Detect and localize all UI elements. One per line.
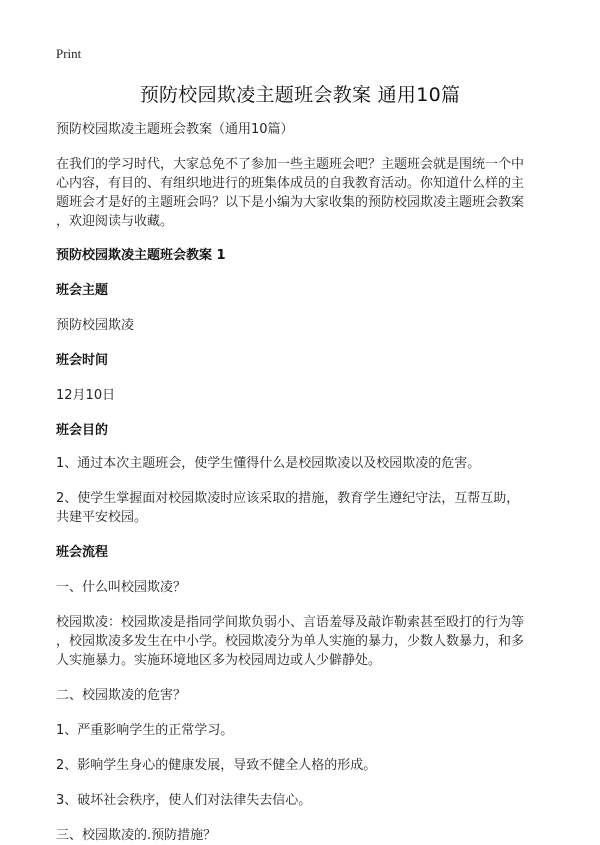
harm-item-3: 3、破坏社会秩序，使人们对法律失去信心。 bbox=[56, 793, 312, 808]
theme-value: 预防校园欺凌 bbox=[56, 318, 135, 333]
definition-line: ，校园欺凌多发生在中小学。校园欺凌分为单人实施的暴力，少数人数暴力，和多 bbox=[56, 634, 525, 649]
time-heading: 班会时间 bbox=[56, 353, 109, 368]
intro-line: 在我们的学习时代，大家总免不了参加一些主题班会吧？主题班会就是围统一个中 bbox=[56, 157, 525, 172]
definition-paragraph bbox=[56, 613, 551, 670]
goal-item-2 bbox=[56, 489, 551, 527]
print-link[interactable]: Print bbox=[56, 46, 82, 61]
intro-line: 心内容，有目的、有组织地进行的班集体成员的自我教育活动。你知道什么样的主 bbox=[56, 176, 525, 191]
harm-item-1: 1、严重影响学生的正常学习。 bbox=[56, 723, 234, 738]
document-body bbox=[56, 120, 551, 845]
goal-item-2-line: 共建平安校园。 bbox=[56, 510, 148, 525]
process-heading: 班会流程 bbox=[56, 545, 109, 560]
section-heading: 预防校园欺凌主题班会教案 1 bbox=[56, 248, 226, 263]
harm-item-2: 2、影响学生身心的健康发展，导致不健全人格的形成。 bbox=[56, 758, 377, 773]
question-2: 二、校园欺凌的危害？ bbox=[56, 688, 187, 703]
question-1: 一、什么叫校园欺凌？ bbox=[56, 580, 187, 595]
document-title: 预防校园欺凌主题班会教案 通用10篇 bbox=[139, 84, 461, 106]
goal-item-1: 1、通过本次主题班会，使学生懂得什么是校园欺凌以及校园欺凌的危害。 bbox=[56, 456, 481, 471]
definition-line: 人实施暴力。实施环境地区多为校园周边或人少僻静处。 bbox=[56, 653, 382, 668]
goal-heading: 班会目的 bbox=[56, 423, 109, 438]
intro-paragraph bbox=[56, 155, 551, 231]
definition-line: 校园欺凌：校园欺凌是指同学间欺负弱小、言语羞辱及敲诈勒索甚至殴打的行为等 bbox=[56, 615, 525, 630]
goal-item-2-line: 2、使学生掌握面对校园欺凌时应该采取的措施，教育学生遵纪守法，互帮互助， bbox=[56, 491, 520, 506]
theme-heading: 班会主题 bbox=[56, 283, 109, 298]
intro-line: 题班会才是好的主题班会吗？以下是小编为大家收集的预防校园欺凌主题班会教案 bbox=[56, 195, 525, 210]
document-subtitle: 预防校园欺凌主题班会教案（通用10篇） bbox=[56, 122, 294, 137]
intro-line: ，欢迎阅读与收藏。 bbox=[56, 214, 174, 229]
time-value: 12月10日 bbox=[56, 388, 116, 403]
question-3: 三、校园欺凌的.预防措施？ bbox=[56, 828, 217, 843]
